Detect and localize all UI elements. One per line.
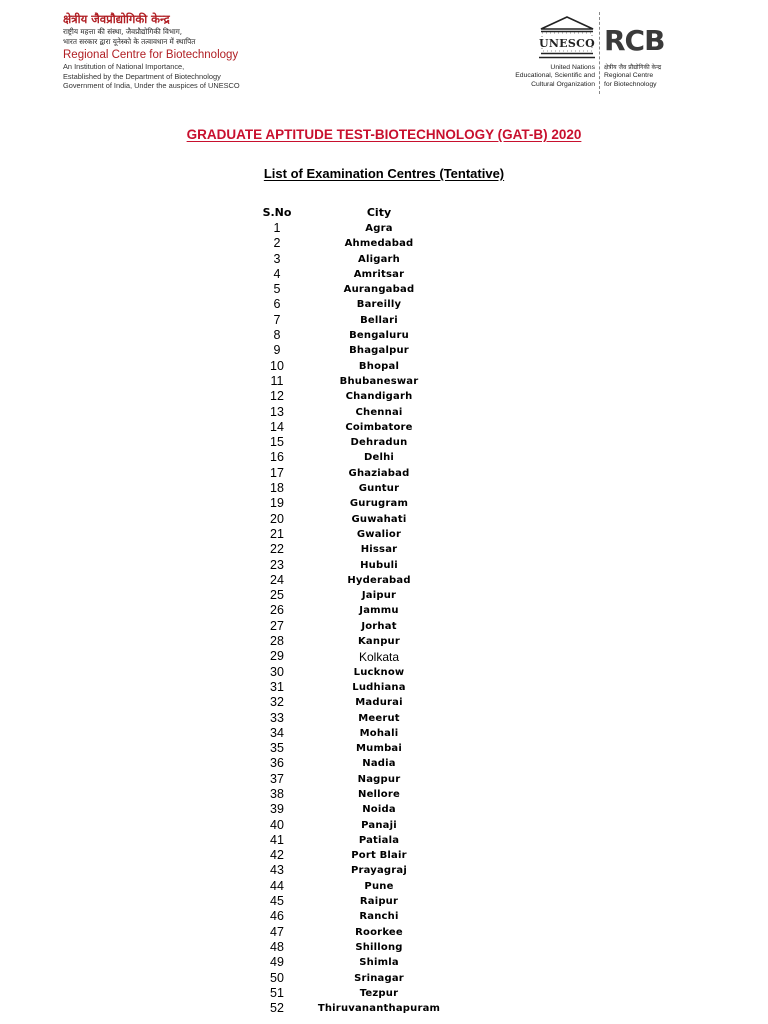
row-sno: 31 xyxy=(270,679,284,694)
row-sno: 41 xyxy=(270,832,284,847)
row-city: Raipur xyxy=(359,896,399,908)
row-city: Coimbatore xyxy=(345,421,413,433)
table-row xyxy=(0,925,768,940)
row-sno: 19 xyxy=(270,496,284,511)
table-row xyxy=(0,542,768,557)
table-row xyxy=(0,603,768,618)
row-sno: 38 xyxy=(270,786,284,801)
table-row xyxy=(0,221,768,236)
row-sno: 35 xyxy=(270,741,284,756)
row-sno: 16 xyxy=(270,450,284,465)
unesco-temple-logo-icon xyxy=(539,16,595,60)
row-city: Kanpur xyxy=(357,636,401,648)
row-city: Tezpur xyxy=(359,987,399,999)
table-row xyxy=(0,328,768,343)
column-header-city: City xyxy=(366,206,392,219)
row-city: Chennai xyxy=(355,406,403,418)
row-city: Mumbai xyxy=(355,743,403,755)
row-sno: 12 xyxy=(270,389,284,404)
table-row xyxy=(0,267,768,282)
table-row xyxy=(0,741,768,756)
row-city: Meerut xyxy=(358,712,400,724)
row-city: Nellore xyxy=(358,788,400,800)
row-sno: 15 xyxy=(270,435,284,450)
row-city: Bellari xyxy=(360,314,398,326)
row-sno: 33 xyxy=(270,710,284,725)
row-city: Roorkee xyxy=(355,926,403,938)
table-row xyxy=(0,343,768,358)
rcb-line-1: Regional Centre xyxy=(604,72,654,80)
row-sno: 34 xyxy=(270,725,284,740)
rcb-logo-text: RCB xyxy=(604,24,665,57)
row-city: Madurai xyxy=(355,697,403,709)
english-institute-name: Regional Centre for Biotechnology xyxy=(63,49,239,61)
table-row xyxy=(0,313,768,328)
row-city: Bhubaneswar xyxy=(339,375,419,387)
table-row xyxy=(0,634,768,649)
row-city: Chandigarh xyxy=(345,391,413,403)
row-city: Delhi xyxy=(363,452,395,464)
row-city: Srinagar xyxy=(354,972,404,984)
row-sno: 24 xyxy=(270,572,284,587)
table-row xyxy=(0,282,768,297)
row-sno: 4 xyxy=(273,266,281,281)
row-city: Ghaziabad xyxy=(348,467,410,479)
table-row xyxy=(0,466,768,481)
row-sno: 6 xyxy=(273,297,281,312)
rcb-hindi-name: क्षेत्रीय जैव प्रौद्योगिकी केन्द्र xyxy=(604,64,662,71)
row-sno: 20 xyxy=(270,511,284,526)
table-row xyxy=(0,772,768,787)
row-sno: 9 xyxy=(273,343,281,358)
table-row xyxy=(0,435,768,450)
row-sno: 29 xyxy=(270,649,284,664)
row-city: Bengaluru xyxy=(349,330,409,342)
row-city: Nagpur xyxy=(357,773,401,785)
table-row xyxy=(0,297,768,312)
unesco-logo-text: UNESCO xyxy=(539,37,595,50)
unesco-line-1: United Nations xyxy=(550,64,595,71)
row-sno: 45 xyxy=(270,894,284,909)
table-row xyxy=(0,802,768,817)
table-row xyxy=(0,879,768,894)
row-sno: 3 xyxy=(273,251,281,266)
row-sno: 50 xyxy=(270,970,284,985)
row-city: Amritsar xyxy=(353,268,405,280)
row-sno: 14 xyxy=(270,419,284,434)
table-row xyxy=(0,558,768,573)
row-city: Jaipur xyxy=(361,590,397,602)
row-city: Shillong xyxy=(355,941,403,953)
row-city: Shimla xyxy=(359,957,399,969)
row-sno: 17 xyxy=(270,465,284,480)
row-sno: 52 xyxy=(270,1001,284,1016)
rcb-logo-icon xyxy=(604,26,684,56)
table-row xyxy=(0,496,768,511)
table-row xyxy=(0,726,768,741)
row-sno: 13 xyxy=(270,404,284,419)
row-sno: 36 xyxy=(270,756,284,771)
table-row xyxy=(0,756,768,771)
row-sno: 10 xyxy=(270,358,284,373)
row-city: Hissar xyxy=(360,544,398,556)
table-row xyxy=(0,818,768,833)
row-sno: 40 xyxy=(270,817,284,832)
row-sno: 18 xyxy=(270,481,284,496)
table-row xyxy=(0,1001,768,1016)
row-city: Kolkata xyxy=(358,650,400,665)
row-city: Pune xyxy=(364,880,394,892)
row-city: Hubuli xyxy=(360,559,398,571)
row-city: Gurugram xyxy=(349,498,409,510)
row-city: Aurangabad xyxy=(343,284,415,296)
row-sno: 30 xyxy=(270,664,284,679)
table-row xyxy=(0,374,768,389)
table-row xyxy=(0,389,768,404)
table-row xyxy=(0,955,768,970)
unesco-line-2: Educational, Scientific and xyxy=(515,72,595,80)
table-row xyxy=(0,512,768,527)
column-header-sno: S.No xyxy=(262,206,292,219)
rcb-block xyxy=(604,26,684,89)
english-subline-3: Government of India, Under the auspices of UNESCO xyxy=(63,81,240,91)
table-row xyxy=(0,680,768,695)
table-row xyxy=(0,971,768,986)
row-sno: 2 xyxy=(273,236,281,251)
row-city: Hyderabad xyxy=(347,574,411,586)
row-city: Bareilly xyxy=(356,299,402,311)
row-sno: 5 xyxy=(273,282,281,297)
centres-table xyxy=(0,221,768,1016)
row-sno: 26 xyxy=(270,603,284,618)
row-city: Gwalior xyxy=(356,528,402,540)
row-sno: 46 xyxy=(270,909,284,924)
row-city: Thiruvananthapuram xyxy=(317,1003,441,1015)
table-row xyxy=(0,711,768,726)
row-sno: 44 xyxy=(270,878,284,893)
table-row xyxy=(0,695,768,710)
row-city: Jammu xyxy=(359,605,399,617)
row-city: Bhopal xyxy=(358,360,400,372)
table-row xyxy=(0,848,768,863)
table-row xyxy=(0,359,768,374)
table-row xyxy=(0,252,768,267)
table-row xyxy=(0,665,768,680)
row-sno: 8 xyxy=(273,328,281,343)
row-sno: 22 xyxy=(270,542,284,557)
table-row xyxy=(0,573,768,588)
table-row xyxy=(0,481,768,496)
row-sno: 28 xyxy=(270,634,284,649)
rcb-letterhead xyxy=(63,12,323,91)
row-sno: 25 xyxy=(270,588,284,603)
table-row xyxy=(0,450,768,465)
row-city: Nadia xyxy=(362,758,396,770)
hindi-subline-2: भारत सरकार द्वारा यूनेस्को के तत्वावधान में स्थापित xyxy=(63,37,196,46)
row-sno: 47 xyxy=(270,924,284,939)
row-city: Aligarh xyxy=(358,253,400,265)
row-sno: 48 xyxy=(270,939,284,954)
row-sno: 27 xyxy=(270,618,284,633)
row-city: Noida xyxy=(362,804,396,816)
row-sno: 32 xyxy=(270,695,284,710)
unesco-line-3: Cultural Organization xyxy=(531,80,595,88)
table-row xyxy=(0,420,768,435)
english-subline-1: An Institution of National Importance, xyxy=(63,62,185,71)
english-subline-2: Established by the Department of Biotechnology xyxy=(63,71,221,81)
row-city: Mohali xyxy=(359,727,399,739)
row-sno: 7 xyxy=(273,312,281,327)
row-city: Ahmedabad xyxy=(344,238,414,250)
row-city: Panaji xyxy=(361,819,397,831)
hindi-subline-1: राष्ट्रीय महत्ता की संस्था, जैवप्रौद्योगिकी विभाग, xyxy=(63,27,183,36)
table-row xyxy=(0,909,768,924)
table-row xyxy=(0,986,768,1001)
rcb-line-2: for Biotechnology xyxy=(604,80,657,88)
page-title: GRADUATE APTITUDE TEST-BIOTECHNOLOGY (GAT-B) 2020 xyxy=(186,127,582,142)
table-row xyxy=(0,894,768,909)
row-city: Agra xyxy=(365,223,393,234)
row-city: Dehradun xyxy=(350,437,408,449)
row-sno: 1 xyxy=(273,221,281,235)
row-city: Prayagraj xyxy=(350,865,408,877)
row-city: Guntur xyxy=(358,483,400,495)
row-sno: 11 xyxy=(270,373,284,388)
table-row xyxy=(0,236,768,251)
row-sno: 49 xyxy=(270,955,284,970)
table-row xyxy=(0,588,768,603)
row-city: Guwahati xyxy=(351,513,407,525)
row-city: Lucknow xyxy=(353,666,405,678)
table-row xyxy=(0,527,768,542)
row-sno: 39 xyxy=(270,802,284,817)
row-sno: 42 xyxy=(270,848,284,863)
table-row xyxy=(0,619,768,634)
table-row xyxy=(0,833,768,848)
table-row xyxy=(0,649,768,664)
row-city: Jorhat xyxy=(361,620,397,632)
row-sno: 23 xyxy=(270,557,284,572)
table-row xyxy=(0,787,768,802)
row-city: Ranchi xyxy=(359,911,399,923)
row-sno: 37 xyxy=(270,771,284,786)
table-row xyxy=(0,405,768,420)
table-row xyxy=(0,940,768,955)
row-sno: 43 xyxy=(270,863,284,878)
hindi-institute-name: क्षेत्रीय जैवप्रौद्योगिकी केन्द्र xyxy=(63,12,170,26)
page-subtitle: List of Examination Centres (Tentative) xyxy=(263,166,505,181)
header-divider xyxy=(599,12,600,94)
row-city: Bhagalpur xyxy=(349,345,409,357)
row-city: Ludhiana xyxy=(352,681,406,693)
row-sno: 21 xyxy=(270,526,284,541)
table-row xyxy=(0,863,768,878)
row-city: Port Blair xyxy=(351,850,407,862)
row-city: Patiala xyxy=(358,834,400,846)
row-sno: 51 xyxy=(270,985,284,1000)
unesco-block xyxy=(503,16,595,89)
